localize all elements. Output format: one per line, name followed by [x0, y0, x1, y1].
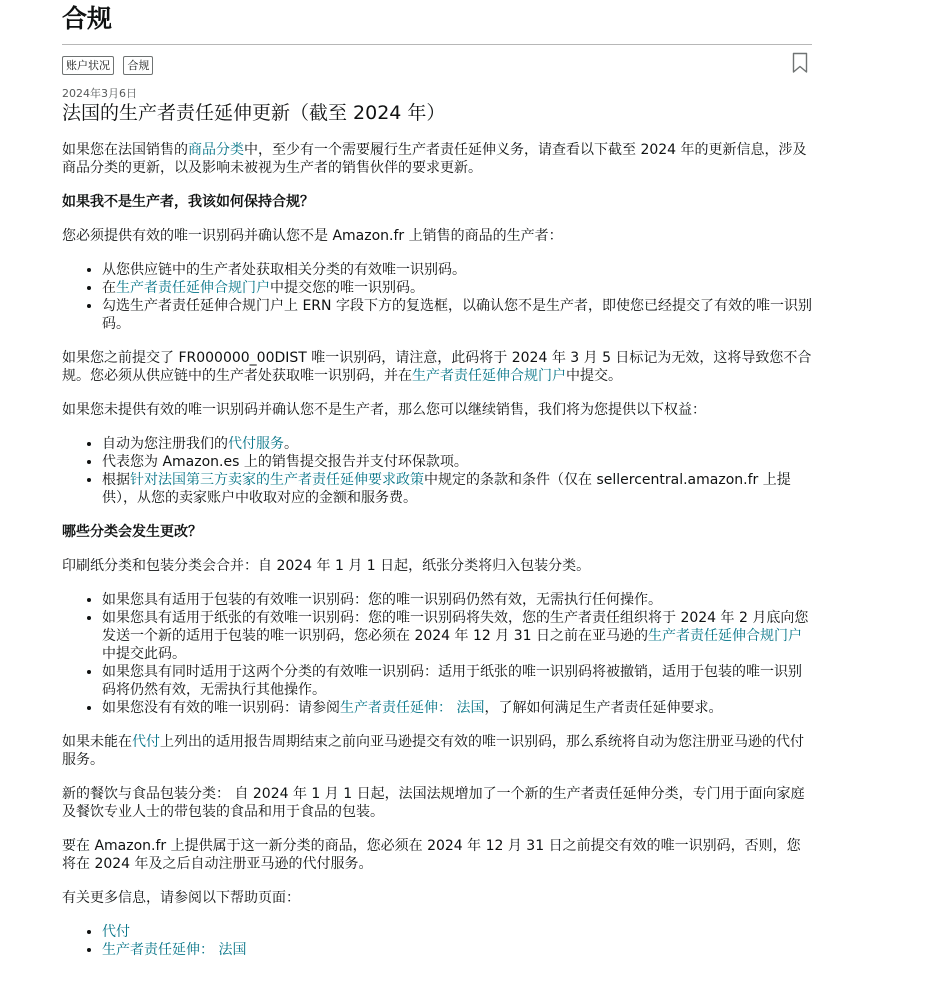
content — [62, 0, 812, 975]
list-item: • 从您供应链中的生产者处获取相关分类的有效唯一识别码。 — [102, 261, 812, 279]
list-item: • 自动为您注册我们的代付服务。 — [102, 435, 812, 453]
page-title: 合规 — [62, 4, 113, 33]
list-item: • 勾选生产者责任延伸合规门户上 ERN 字段下方的复选框，以确认您不是生产者，即使您已经提交了有效的唯一识别码。 — [102, 297, 812, 333]
fr-dist-paragraph: 如果您之前提交了 FR000000_00DIST 唯一识别码，请注意，此码将于 2024 年 3 月 5 日标记为无效，这将导致您不合规。您必须从供应链中的生产者处获取唯一识别码，并在生产者责任延伸合规门户中提交。 — [62, 350, 812, 384]
list-item: • 如果您没有有效的唯一识别码：请参阅生产者责任延伸： 法国，了解如何满足生产者责任延伸要求。 — [102, 699, 812, 717]
list-item: • 代表您为 Amazon.es 上的销售提交报告并支付环保款项。 — [102, 453, 812, 471]
food-packaging-paragraph: 新的餐饮与食品包装分类： 自 2024 年 1 月 1 日起，法国法规增加了一个新的生产者责任延伸分类，专门用于面向家庭及餐饮专业人士的带包装的食品和用于食品的包装。 — [62, 786, 805, 820]
help-link-pay-on-behalf[interactable]: 代付 — [102, 924, 130, 940]
list-item: • 如果您具有适用于纸张的有效唯一识别码：您的唯一识别码将失效，您的生产者责任组织将于 2024 年 2 月底向您发送一个新的适用于包装的唯一识别码，您必须在 2024 年 12 月 31 日之前在亚马逊的生产者责任延伸合规门户中提交此码。 — [102, 609, 812, 663]
question-heading-category-changes: 哪些分类会发生更改？ — [62, 524, 202, 540]
tags-row — [62, 56, 812, 77]
epr-portal-link[interactable]: 生产者责任延伸合规门户 — [647, 628, 802, 644]
merge-paragraph: 印刷纸分类和包装分类会合并：自 2024 年 1 月 1 日起，纸张分类将归入包装分类。 — [62, 558, 591, 574]
epr-portal-link[interactable]: 生产者责任延伸合规门户 — [412, 368, 566, 384]
article-date: 2024年3月6日 — [62, 87, 137, 100]
article-title: 法国的生产者责任延伸更新（截至 2024 年） — [62, 102, 446, 124]
tag-compliance[interactable]: 合规 — [123, 56, 153, 75]
list-item — [102, 923, 812, 941]
compliance-steps-list — [62, 261, 812, 333]
benefits-list — [62, 435, 812, 507]
pay-on-behalf-service-link[interactable]: 代付服务 — [228, 436, 284, 452]
bookmark-icon[interactable] — [792, 52, 808, 74]
category-cases-list — [62, 591, 812, 717]
help-links-list — [62, 923, 812, 959]
auto-enroll-paragraph: 如果未能在代付上列出的适用报告周期结束之前向亚马逊提交有效的唯一识别码，那么系统将自动为您注册亚马逊的代付服务。 — [62, 734, 804, 768]
more-info-paragraph: 有关更多信息，请参阅以下帮助页面： — [62, 890, 300, 906]
list-item: • 根据针对法国第三方卖家的生产者责任延伸要求政策中规定的条款和条件（仅在 sellercentral.amazon.fr 上提供），从您的卖家账户中收取对应的金额和服务费。 — [102, 471, 812, 507]
new-category-paragraph: 要在 Amazon.fr 上提供属于这一新分类的商品，您必须在 2024 年 12 月 31 日之前提交有效的唯一识别码，否则，您将在 2024 年及之后自动注册亚马逊的代付服务。 — [62, 838, 801, 872]
epr-france-link[interactable]: 生产者责任延伸： 法国 — [340, 700, 485, 716]
pay-on-behalf-link[interactable]: 代付 — [132, 734, 160, 750]
product-category-link[interactable]: 商品分类 — [188, 142, 244, 158]
intro-paragraph: 如果您在法国销售的商品分类中，至少有一个需要履行生产者责任延伸义务，请查看以下截至 2024 年的更新信息，涉及商品分类的更新，以及影响未被视为生产者的销售伙伴的要求更新。 — [62, 142, 807, 176]
question-heading-not-producer: 如果我不是生产者，我该如何保持合规？ — [62, 194, 314, 210]
epr-portal-link[interactable]: 生产者责任延伸合规门户 — [116, 280, 270, 296]
provide-id-paragraph: 您必须提供有效的唯一识别码并确认您不是 Amazon.fr 上销售的商品的生产者： — [62, 228, 563, 244]
list-item: • 在生产者责任延伸合规门户中提交您的唯一识别码。 — [102, 279, 812, 297]
tag-account-health[interactable]: 账户状况 — [62, 56, 114, 75]
list-item: • 如果您具有适用于包装的有效唯一识别码：您的唯一识别码仍然有效，无需执行任何操作。 — [102, 591, 812, 609]
help-link-epr-france[interactable]: 生产者责任延伸： 法国 — [102, 942, 247, 958]
continue-selling-paragraph: 如果您未提供有效的唯一识别码并确认您不是生产者，那么您可以继续销售，我们将为您提供以下权益： — [62, 402, 706, 418]
list-item: • 如果您具有同时适用于这两个分类的有效唯一识别码：适用于纸张的唯一识别码将被撤销，适用于包装的唯一识别码将仍然有效，无需执行其他操作。 — [102, 663, 812, 699]
epr-policy-link[interactable]: 针对法国第三方卖家的生产者责任延伸要求政策 — [130, 472, 424, 488]
title-divider — [62, 44, 812, 45]
list-item — [102, 941, 812, 959]
